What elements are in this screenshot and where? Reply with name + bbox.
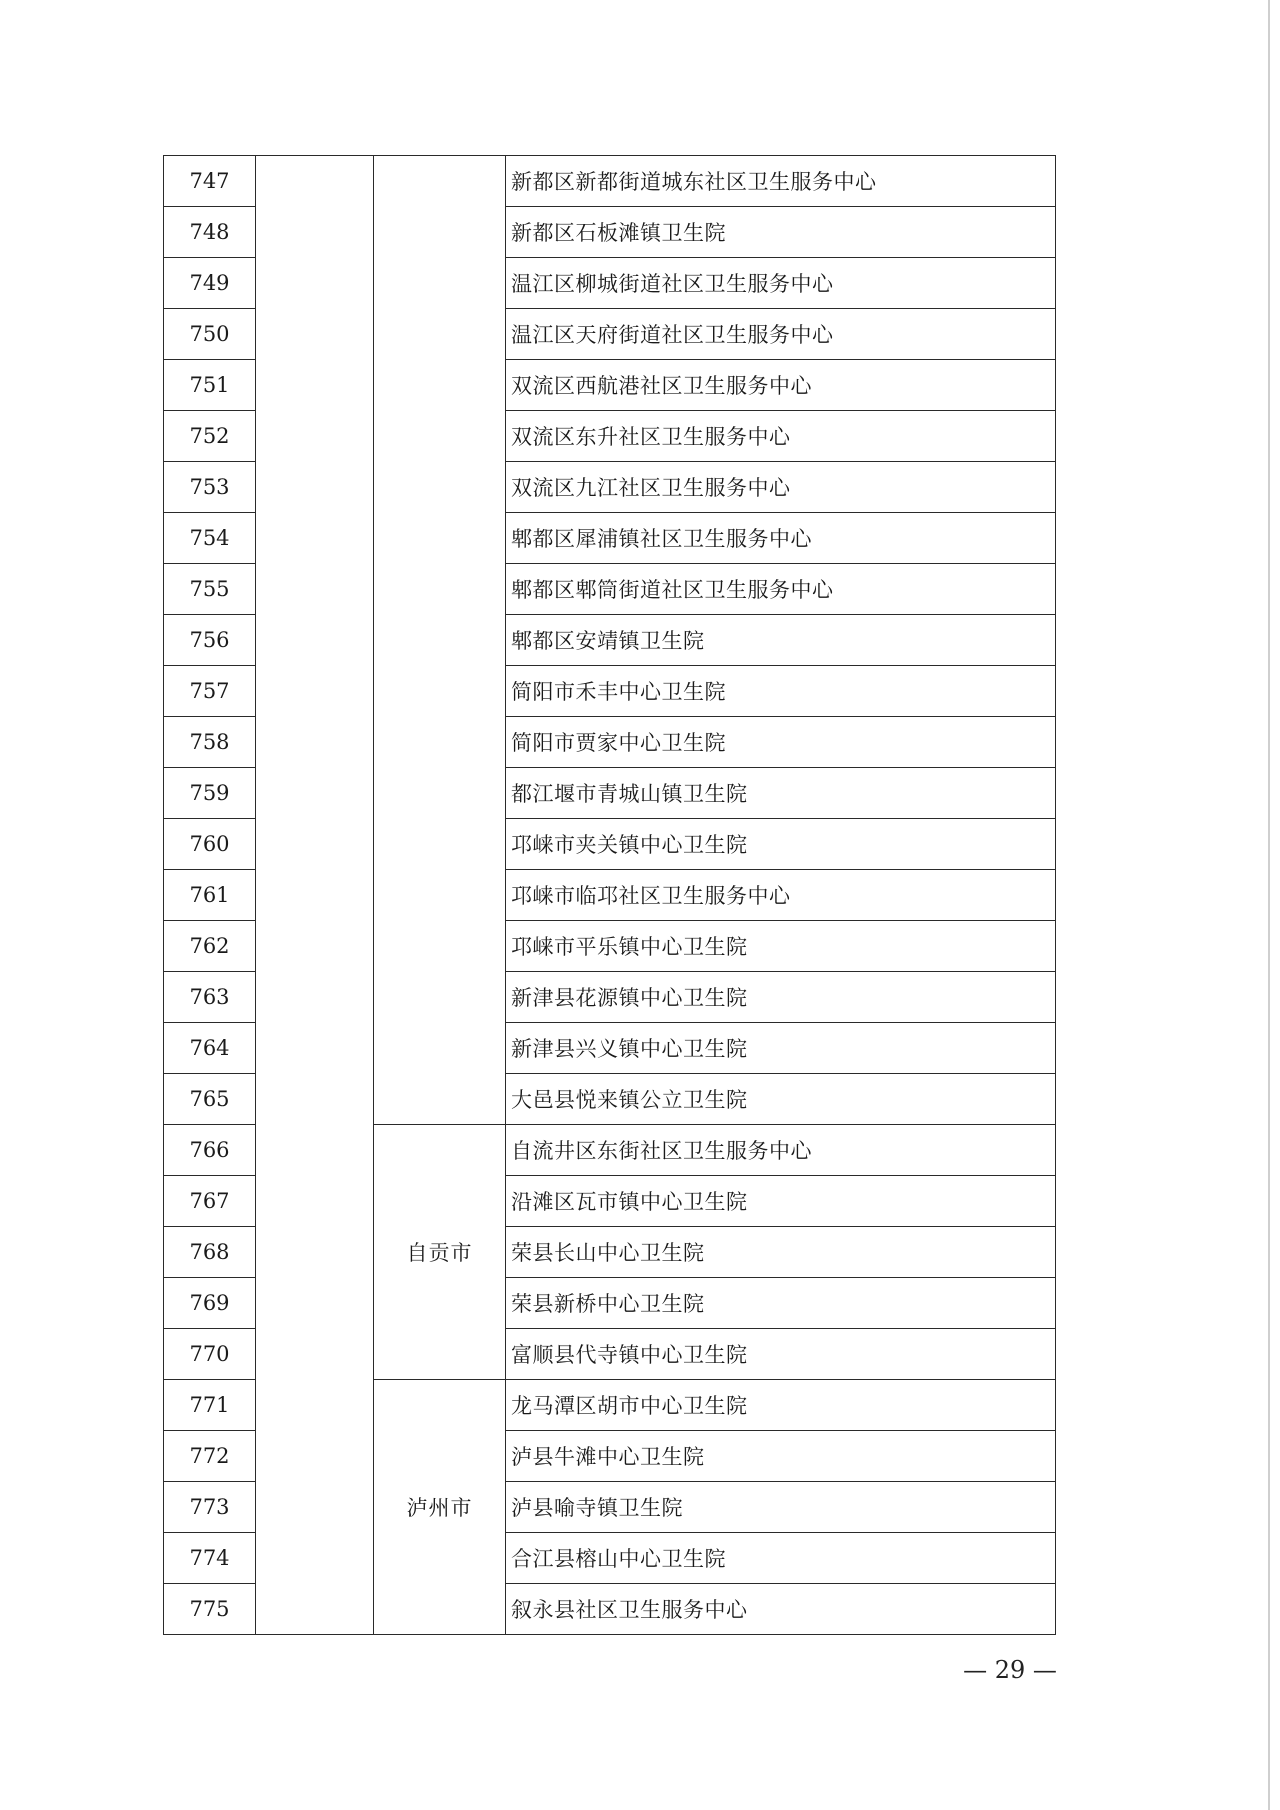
- institution-name: 泸县牛滩中心卫生院: [506, 1431, 1056, 1482]
- institution-name: 自流井区东街社区卫生服务中心: [506, 1125, 1056, 1176]
- row-number: 752: [164, 411, 256, 462]
- row-number: 749: [164, 258, 256, 309]
- row-number: 758: [164, 717, 256, 768]
- institution-name: 新津县花源镇中心卫生院: [506, 972, 1056, 1023]
- row-number: 755: [164, 564, 256, 615]
- institution-name: 温江区天府街道社区卫生服务中心: [506, 309, 1056, 360]
- row-number: 756: [164, 615, 256, 666]
- institution-name: 双流区东升社区卫生服务中心: [506, 411, 1056, 462]
- row-number: 747: [164, 156, 256, 207]
- institution-name: 泸县喻寺镇卫生院: [506, 1482, 1056, 1533]
- institution-name: 荣县新桥中心卫生院: [506, 1278, 1056, 1329]
- city-cell-chengdu: [374, 156, 506, 1125]
- institution-name: 新都区新都街道城东社区卫生服务中心: [506, 156, 1056, 207]
- row-number: 760: [164, 819, 256, 870]
- row-number: 757: [164, 666, 256, 717]
- institution-name: 叙永县社区卫生服务中心: [506, 1584, 1056, 1635]
- document-page: [163, 155, 1055, 1635]
- institution-name: 郫都区犀浦镇社区卫生服务中心: [506, 513, 1056, 564]
- row-number: 769: [164, 1278, 256, 1329]
- institution-name: 简阳市贾家中心卫生院: [506, 717, 1056, 768]
- row-number: 773: [164, 1482, 256, 1533]
- row-number: 768: [164, 1227, 256, 1278]
- row-number: 754: [164, 513, 256, 564]
- row-number: 770: [164, 1329, 256, 1380]
- institution-name: 龙马潭区胡市中心卫生院: [506, 1380, 1056, 1431]
- institution-name: 邛崃市临邛社区卫生服务中心: [506, 870, 1056, 921]
- row-number: 753: [164, 462, 256, 513]
- city-cell-luzhou: 泸州市: [374, 1380, 506, 1635]
- institution-name: 郫都区郫筒街道社区卫生服务中心: [506, 564, 1056, 615]
- table-row: [164, 156, 1056, 207]
- row-number: 759: [164, 768, 256, 819]
- institution-name: 邛崃市夹关镇中心卫生院: [506, 819, 1056, 870]
- row-number: 748: [164, 207, 256, 258]
- row-number: 763: [164, 972, 256, 1023]
- row-number: 767: [164, 1176, 256, 1227]
- institution-name: 简阳市禾丰中心卫生院: [506, 666, 1056, 717]
- city-cell-zigong: 自贡市: [374, 1125, 506, 1380]
- institution-name: 双流区九江社区卫生服务中心: [506, 462, 1056, 513]
- hospital-list-table: [163, 155, 1056, 1635]
- row-number: 751: [164, 360, 256, 411]
- institution-name: 温江区柳城街道社区卫生服务中心: [506, 258, 1056, 309]
- institution-name: 沿滩区瓦市镇中心卫生院: [506, 1176, 1056, 1227]
- row-number: 762: [164, 921, 256, 972]
- institution-name: 郫都区安靖镇卫生院: [506, 615, 1056, 666]
- scan-edge-line: [1268, 0, 1270, 1810]
- institution-name: 新津县兴义镇中心卫生院: [506, 1023, 1056, 1074]
- row-number: 765: [164, 1074, 256, 1125]
- institution-name: 荣县长山中心卫生院: [506, 1227, 1056, 1278]
- row-number: 772: [164, 1431, 256, 1482]
- row-number: 750: [164, 309, 256, 360]
- page-number: — 29 —: [963, 1656, 1057, 1684]
- institution-name: 邛崃市平乐镇中心卫生院: [506, 921, 1056, 972]
- institution-name: 双流区西航港社区卫生服务中心: [506, 360, 1056, 411]
- institution-name: 大邑县悦来镇公立卫生院: [506, 1074, 1056, 1125]
- row-number: 771: [164, 1380, 256, 1431]
- row-number: 766: [164, 1125, 256, 1176]
- row-number: 761: [164, 870, 256, 921]
- row-number: 775: [164, 1584, 256, 1635]
- province-cell: [256, 156, 374, 1635]
- row-number: 774: [164, 1533, 256, 1584]
- row-number: 764: [164, 1023, 256, 1074]
- institution-name: 合江县榕山中心卫生院: [506, 1533, 1056, 1584]
- institution-name: 新都区石板滩镇卫生院: [506, 207, 1056, 258]
- institution-name: 都江堰市青城山镇卫生院: [506, 768, 1056, 819]
- institution-name: 富顺县代寺镇中心卫生院: [506, 1329, 1056, 1380]
